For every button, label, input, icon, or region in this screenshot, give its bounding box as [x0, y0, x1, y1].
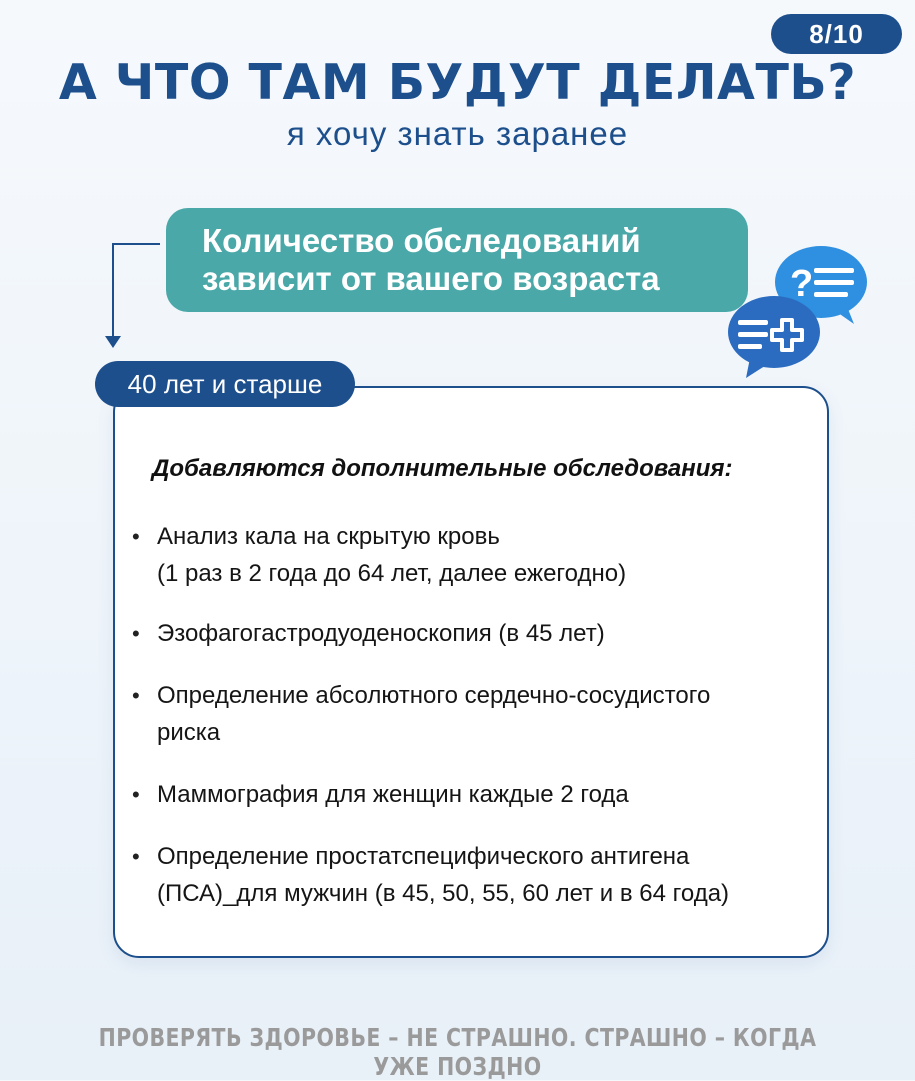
list-item: • Определение простатспецифического антигена (ПСА)_для мужчин (в 45, 50, 55, 60 лет и в 64 года): [130, 838, 810, 912]
connector-line: [112, 243, 160, 343]
age-group-pill: 40 лет и старше: [95, 361, 355, 407]
page-subtitle: я хочу знать заранее: [286, 115, 629, 152]
chat-bubbles-illustration: [724, 240, 874, 385]
page-counter-badge: 8/10: [771, 14, 902, 54]
info-callout: [166, 208, 748, 312]
svg-text:?: ?: [790, 263, 814, 305]
list-item: • Эзофагогастродуоденоскопия (в 45 лет): [130, 615, 810, 652]
info-callout-line-2: зависит от вашего возраста: [202, 260, 660, 297]
info-callout-line-1: Количество обследований: [202, 222, 641, 259]
arrow-down-icon: [105, 336, 121, 348]
footer-slogan: ПРОВЕРЯТЬ ЗДОРОВЬЕ – НЕ СТРАШНО. СТРАШНО – КОГДА УЖЕ ПОЗДНО: [98, 1023, 817, 1081]
list-item: • Маммография для женщин каждые 2 года: [130, 776, 810, 813]
page-title: А ЧТО ТАМ БУДУТ ДЕЛАТЬ?: [58, 54, 857, 111]
list-item: • Анализ кала на скрытую кровь (1 раз в 2 года до 64 лет, далее ежегодно): [130, 518, 810, 592]
card-heading: Добавляются дополнительные обследования:: [152, 455, 733, 482]
examination-list: [130, 518, 810, 912]
medical-chat-bubble-icon: [728, 296, 820, 378]
list-item: • Определение абсолютного сердечно-сосудистого риска: [130, 677, 810, 751]
